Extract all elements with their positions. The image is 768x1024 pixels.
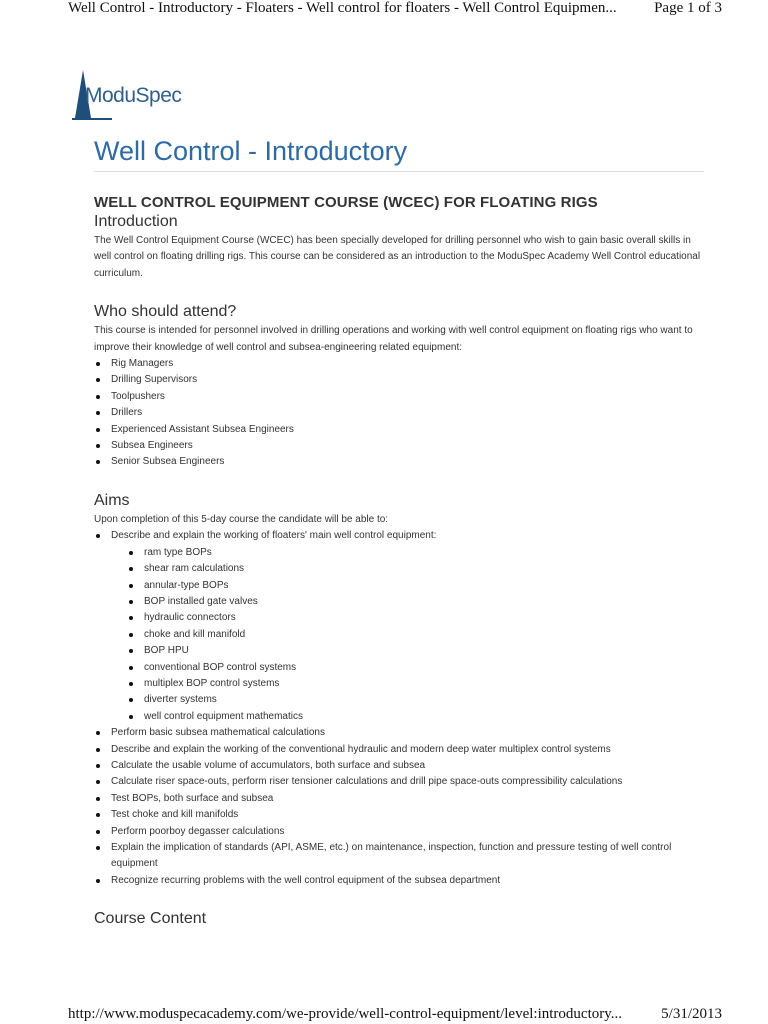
print-footer — [68, 1006, 722, 1024]
list-item: Test choke and kill manifolds — [94, 807, 704, 823]
aims-heading: Aims — [94, 491, 130, 509]
list-item-text: Describe and explain the working of floaters' main well control equipment: — [111, 530, 437, 542]
who-should-attend-text: This course is intended for personnel involved in drilling operations and working with well control equipment on floating rigs who want to improve their knowledge of well control and subsea-engineering related equipment: — [94, 325, 693, 353]
course-title: WELL CONTROL EQUIPMENT COURSE (WCEC) FOR FLOATING RIGS — [94, 194, 598, 211]
course-content-heading: Course Content — [94, 910, 207, 928]
print-footer-url: http://www.moduspecacademy.com/we-provide/well-control-equipment/level:introductory... — [68, 1006, 623, 1022]
sub-list-item: multiplex BOP control systems — [127, 676, 704, 692]
list-item: Test BOPs, both surface and subsea — [94, 791, 704, 807]
sub-list-item: choke and kill manifold — [127, 627, 704, 643]
aims-list — [94, 528, 704, 889]
sub-list-item: ram type BOPs — [127, 545, 704, 561]
list-item: Senior Subsea Engineers — [94, 454, 704, 470]
list-item — [94, 528, 704, 725]
sub-list-item: BOP HPU — [127, 643, 704, 659]
sub-list-item: well control equipment mathematics — [127, 709, 704, 725]
list-item: Rig Managers — [94, 356, 704, 372]
list-item: Perform poorboy degasser calculations — [94, 824, 704, 840]
aims-text: Upon completion of this 5-day course the candidate will be able to: — [94, 513, 389, 525]
sub-list-item: BOP installed gate valves — [127, 594, 704, 610]
main-content — [94, 136, 704, 928]
logo-text: ModuSpec — [85, 84, 182, 107]
list-item: Describe and explain the working of the conventional hydraulic and modern deep water multiplex control systems — [94, 742, 704, 758]
sub-list-item: shear ram calculations — [127, 561, 704, 577]
print-header — [68, 0, 722, 20]
introduction-heading: Introduction — [94, 213, 178, 230]
print-header-page: Page 1 of 3 — [654, 0, 722, 16]
list-item: Experienced Assistant Subsea Engineers — [94, 422, 704, 438]
list-item: Perform basic subsea mathematical calculations — [94, 725, 704, 741]
print-footer-date: 5/31/2013 — [661, 1006, 722, 1022]
list-item: Calculate riser space-outs, perform riser tensioner calculations and drill pipe space-outs compressibility calculations — [94, 774, 704, 790]
sub-list-item: diverter systems — [127, 692, 704, 708]
sub-list-item: annular-type BOPs — [127, 578, 704, 594]
list-item: Explain the implication of standards (API, ASME, etc.) on maintenance, inspection, function and pressure testing of well control equipment — [94, 840, 704, 873]
sub-list-item: conventional BOP control systems — [127, 660, 704, 676]
list-item: Toolpushers — [94, 389, 704, 405]
who-should-attend-heading: Who should attend? — [94, 303, 237, 321]
list-item: Subsea Engineers — [94, 438, 704, 454]
list-item: Calculate the usable volume of accumulators, both surface and subsea — [94, 758, 704, 774]
sub-list-item: hydraulic connectors — [127, 610, 704, 626]
moduspec-logo — [72, 68, 202, 120]
list-item: Drillers — [94, 405, 704, 421]
list-item: Drilling Supervisors — [94, 372, 704, 388]
list-item: Recognize recurring problems with the well control equipment of the subsea department — [94, 873, 704, 889]
attendee-list — [94, 356, 704, 471]
page-title: Well Control - Introductory — [94, 136, 704, 172]
introduction-text: The Well Control Equipment Course (WCEC) has been specially developed for drilling personnel who wish to gain basic overall skills in well control on floating drilling rigs. This course can be considered as an introduction to the ModuSpec Academy Well Control educational curriculum. — [94, 235, 701, 279]
print-header-title: Well Control - Introductory - Floaters - Well control for floaters - Well Control Equipmen... — [68, 0, 617, 16]
equipment-sublist — [127, 545, 704, 725]
